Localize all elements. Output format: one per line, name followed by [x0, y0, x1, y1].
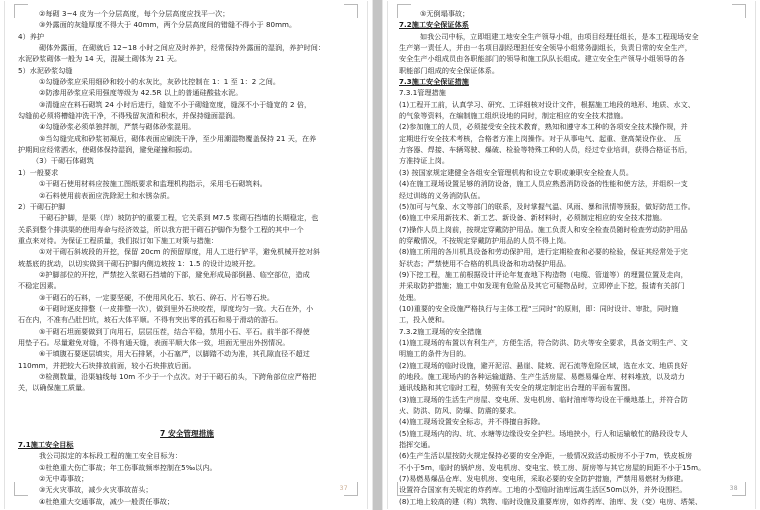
document-text-line: (5)加可与气象、水文等部门的联系，及时掌握气温、风雨、暴和汛情等预报，做好防范工作。 [399, 201, 695, 211]
document-text-line [399, 19, 746, 30]
document-text-line: 关系到整个排洪渠的使用寿命与经济效益，所以我方把干砌石护脚作为整个工程的其中一个 [18, 224, 304, 234]
document-text-line: ②护脚部位的开挖，严禁挖入浆砌石挡墙的下部，避免形成局部倒悬、临空部位，造成 [39, 269, 310, 279]
document-text-line: 砌体外露面，在砌就后 12~18 小时之间应及时养护，经常保持外露面的湿润，养护时间： [39, 43, 326, 53]
document-text-line: 的地段。施工现场内的各种运输道路、生产生活房屋、易燃易爆仓库、材料堆放，以及动力 [399, 372, 685, 381]
document-text-line: 5）水泥砂浆勾缝 [18, 65, 73, 75]
section-heading-text: 7 安全管理措施 [160, 428, 214, 438]
document-text-line: (1)施工现场的布置以有利生产，方便生活，符合防洪、防火等安全要求，具备文明生产、文 [399, 337, 688, 347]
section-heading [18, 428, 356, 439]
page-number-right: 38 [729, 485, 738, 492]
document-text-line: 工，投入使和。 [399, 315, 450, 325]
document-text-line: ⑤干砌石坦面要做到丁向用石，层层压茬，结合平稳，禁用小石、平石。前半部不得使 [39, 326, 310, 336]
document-text-line: 方准持证上岗。 [399, 156, 450, 166]
document-text-line: 经过训练的义务消防队伍。 [399, 190, 485, 200]
document-text-line: ⑥干填腹石要逐层填实，用大石排紧，小石塞严，以脚踏不动为准，其孔隙直径不超过 [39, 349, 310, 359]
page-text-body-right [399, 8, 746, 507]
document-text-line: (9)下挖工程，施工前根据设计评论年复查地下构造物（电缆、管道等）的埋置位置及走向， [399, 269, 688, 279]
document-text-line: (3) 按国家规定建健全各组安全管理机构和设立专职或兼职安全检查人员。 [399, 167, 633, 177]
document-text-line: ②防渗用砂浆应采用强度等级为 42.5R 以上的普通硅酸盐水泥。 [39, 88, 243, 98]
document-text-line: (8)工地上较高的建（构）筑物、临时设施及重要库房，如炸药库、油库、发（变）电房、塔架、 [399, 496, 703, 506]
document-text-line: 通讯线路和其它临时工程，势照有关安全的规定制定出合理的平面布置图。 [399, 383, 635, 393]
document-text-line: 勾缝前必须将槽缝冲洗干净，不得残留灰渣和积水，并保持缝面湿润。 [18, 111, 240, 121]
document-text-line: 力容器、焊接、车辆驾驶、爆破、检验等特殊工种的人员，经过专业培训，获得合格证书后， [399, 145, 692, 155]
document-text-line: 设置符合国家有关规定的炸药库。工地的小型临时油库远离生活区50m以外，并外设围栏。 [399, 485, 687, 495]
document-text-line: 2）干砌石护脚 [18, 201, 66, 211]
document-text-line: (10)重要的安全设施严格执行与主体工程“三同时”的原则，即：同时设计、审批，同时施 [399, 303, 679, 313]
document-text-line: 我公司拟定的本标段工程的施工安全目标为： [39, 451, 182, 461]
document-text-line: 用垫子石。尽量避免对缝，不得有通天缝，表面平顺大体一致，坦面无里出外拐情况。 [18, 337, 290, 347]
document-text-line: 如我公司中标，立即组建工地安全生产领导小组，由项目经理任组长，是本工程现场安全 [420, 31, 699, 41]
page-number-left: 37 [339, 485, 348, 492]
document-text-line: ④干砌时逐皮排整（一皮排整一次），做到里外石块咬茬，厚度均匀一致。大石在外，小 [39, 303, 314, 313]
document-text-line: 明施工的条件为目的。 [399, 349, 471, 359]
document-subheading: 7.1施工安全目标 [18, 440, 74, 450]
document-text-line: ①对干砌石斜坡段的开挖，保留 20cm 的预留厚度，用人工进行铲平，避免机械开挖对斜 [39, 247, 321, 257]
document-text-line: 干砌石护脚，是渠（岸）坡防护的重要工程，它关系到 M7.5 浆砌石挡墙的长期稳定，也 [39, 213, 319, 223]
vertical-spacer [18, 394, 356, 428]
document-page-right [383, 0, 760, 510]
document-text-line: ④勾缝砂浆必须单独拌制，严禁与砌体砂浆混用。 [39, 122, 196, 132]
document-text-line: 坡基底的扰动，以切实做到干砌石护脚内侧边坡按 1：1.5 的设计边坡开挖。 [18, 258, 261, 268]
document-text-line: 并采取防护措施；施工中如发现有危险品及其它可疑物品时，立即停止下挖，报请有关部门 [399, 281, 685, 291]
document-text-line: 火、防洪、防风、防爆、防震的要求。 [399, 406, 521, 416]
document-page-left [0, 0, 372, 510]
document-text-line: ④杜绝重大交通事故，减少一般责任事故； [39, 496, 174, 506]
document-text-line: (4)施工现场设置安全标志，并不得擅自拆除。 [399, 417, 545, 427]
document-text-line: 1）一般要求 [18, 167, 59, 177]
document-text-line: (6)生产生活以屋按防火规定保持必要的安全净距，一般情况致活动板房不小于7m，铁皮板房 [399, 451, 693, 461]
document-text-line: 7.3.2施工现场的安全措施 [399, 326, 482, 336]
document-text-line: 生产第一责任人，并由一名项目副经理担任安全领导小组常务副组长，负责日常的安全生产， [399, 43, 692, 53]
document-text-line: 职能部门组成的安全保证体系。 [399, 65, 500, 75]
document-text-line: ③无火灾事故，减少火灾事故苗头； [39, 485, 153, 495]
document-text-line: 关，以确保施工质量。 [18, 383, 90, 393]
document-text-line: ③外露面的灰缝厚度不得大于 40mm，两个分层高度间的错缝不得小于 80mm。 [39, 20, 297, 30]
document-text-line: 110mm，并把较大石块排放前面，较小石块排放后面。 [18, 360, 196, 370]
document-text-line: ②每砌 3~4 皮为一个分层高度，每个分层高度应找平一次； [39, 9, 230, 18]
document-text-line: 的穿戴情况，不按规定穿戴防护用品的人员不得上岗。 [399, 235, 571, 245]
document-text-line: (5)施工现场内的沟、坑、水塘等边缘设安全护栏。场地挟小，行人和运输敏忙的路段设专人 [399, 428, 688, 438]
document-text-line: ⑤当勾缝完成和砂浆初凝后，砌体表面应刷洗干净，至少用潮湿物覆盖保持 21 天，在养 [39, 133, 317, 143]
document-text-line: 重点来对待。为保证工程质量，我们拟订如下施工对策与措施： [18, 235, 219, 245]
document-text-line: (2)施工现场的临时设施，避开泥沼、悬崖、陡坡、泥石流等危险区域，选在水文、地质良好 [399, 360, 688, 370]
document-text-line: (3)施工现场的生活生产房屋、变电所、发电机房、临时油库等均设在干燥地基上，并符合防 [399, 394, 688, 404]
document-text-line: (8)施工所用的各川机具设备和劳动保护用，进行定期检查和必要的检验，保证其经常处于完 [399, 247, 688, 257]
document-text-line: (2)参加施工的人员，必须接受安全技术教育，熟知和遵守本工种的各项安全技术操作规，并 [399, 122, 688, 132]
document-text-line: 处理。 [399, 292, 421, 302]
document-text-line: 4）养护 [18, 31, 44, 41]
document-text-line: ①杜绝重大伤亡事故；年工伤事故频率控制在5‰以内。 [39, 462, 217, 472]
document-text-line: (1)工程开工前，认真学习、研究、工详细核对设计文件，根据施工地段的地形、地质、水文、 [399, 99, 695, 109]
document-text-line: ⑤无倒塌事故； [420, 9, 470, 18]
document-text-line: 定期进行安全技术考核，合格者方准上岗操作。对于从事电气、起重、登高架设作业、 压 [399, 133, 682, 143]
document-text-line: （3）干砌石体砌筑 [32, 156, 94, 166]
document-text-line: 不小于5m，临时的锅炉房、发电机房、变电宝、铁工房、厨房等与其它房屋的间距不小于15m。 [399, 462, 706, 472]
document-subheading: 7.2施工安全保证体系 [399, 20, 469, 30]
page-gutter-divider [372, 0, 383, 510]
document-text-line: 水泥砂浆砌体一般为 14 天，混凝土砌体为 21 天。 [18, 54, 182, 64]
document-text-line: 7.3.1管理措施 [399, 88, 446, 98]
document-text-line: ②无中毒事故； [39, 474, 89, 484]
document-text-line: ③干砌石的石料，一定要坚硬，不使用风化石、软石、碎石、片石等石块。 [39, 292, 275, 302]
page-text-body-left [18, 8, 356, 507]
document-text-line: ①勾缝砂浆应采用细砂和较小的水灰比，灰砂比控制在 1：1 至 1：2 之间。 [39, 77, 281, 87]
document-text-line: 好状态；严禁使用不合格的机具设备和功动保护用品。 [399, 258, 571, 268]
document-text-line [399, 76, 746, 87]
document-text-line [18, 439, 356, 450]
document-text-line: 石在内，不准有凸肚凹坑，坡石大体平顺。不得有突出零的孤石和易于滑动的游石。 [18, 315, 283, 325]
document-text-line: (6)施工中采用新技术、新工艺、新设备、新材料时，必须制定相应的安全技术措施。 [399, 213, 667, 223]
document-text-line: 指挥交通。 [399, 440, 435, 450]
document-text-line: 不稳定因素。 [18, 281, 61, 291]
document-text-line: ③清缝应在料石砌筑 24 小时后进行，缝宽不小于砌缝宽度，缝深不小于缝宽的 2 倍， [39, 99, 312, 109]
document-subheading: 7.3施工安全保证措施 [399, 77, 469, 87]
document-text-line: 安全生产小组成员由各职能部门的领导和施工队队长组成。建立安全生产领导小组领导的各 [399, 54, 685, 64]
document-text-line: ⑦检测数量，沿渠轴线每 10m 不少于一个点次。对于干砌石前头，下跨角部位应严格把 [39, 372, 317, 381]
document-text-line: ②石料使用前表面应洗除泥土和水锈杂质。 [39, 190, 174, 200]
document-text-line: (7)易燃易爆品仓库、发电机房、变电所，采取必要的安全防护措施，严禁用易燃材为修建。 [399, 474, 688, 484]
document-text-line: (7)操作人员上岗前，按规定穿戴防护用品。施工负责人和安全检查员随时检查劳动防护用品 [399, 224, 688, 234]
document-text-line: 护期间应经常洒水，使砌体保持湿润，避免碰撞和振动。 [18, 145, 197, 155]
document-text-line: 的气象等资料，在编制施工组织设地的同时，制定相应的安全技术措施。 [399, 111, 628, 121]
document-text-line: (4)在施工现场设置足够的消防设备，施工人员应熟悉消防设备的性能和使方法，并组织一支 [399, 179, 688, 189]
document-text-line: ①干砌石使用材料应按施工图纸要求和监理机构指示，采用毛石砌筑料。 [39, 179, 267, 189]
